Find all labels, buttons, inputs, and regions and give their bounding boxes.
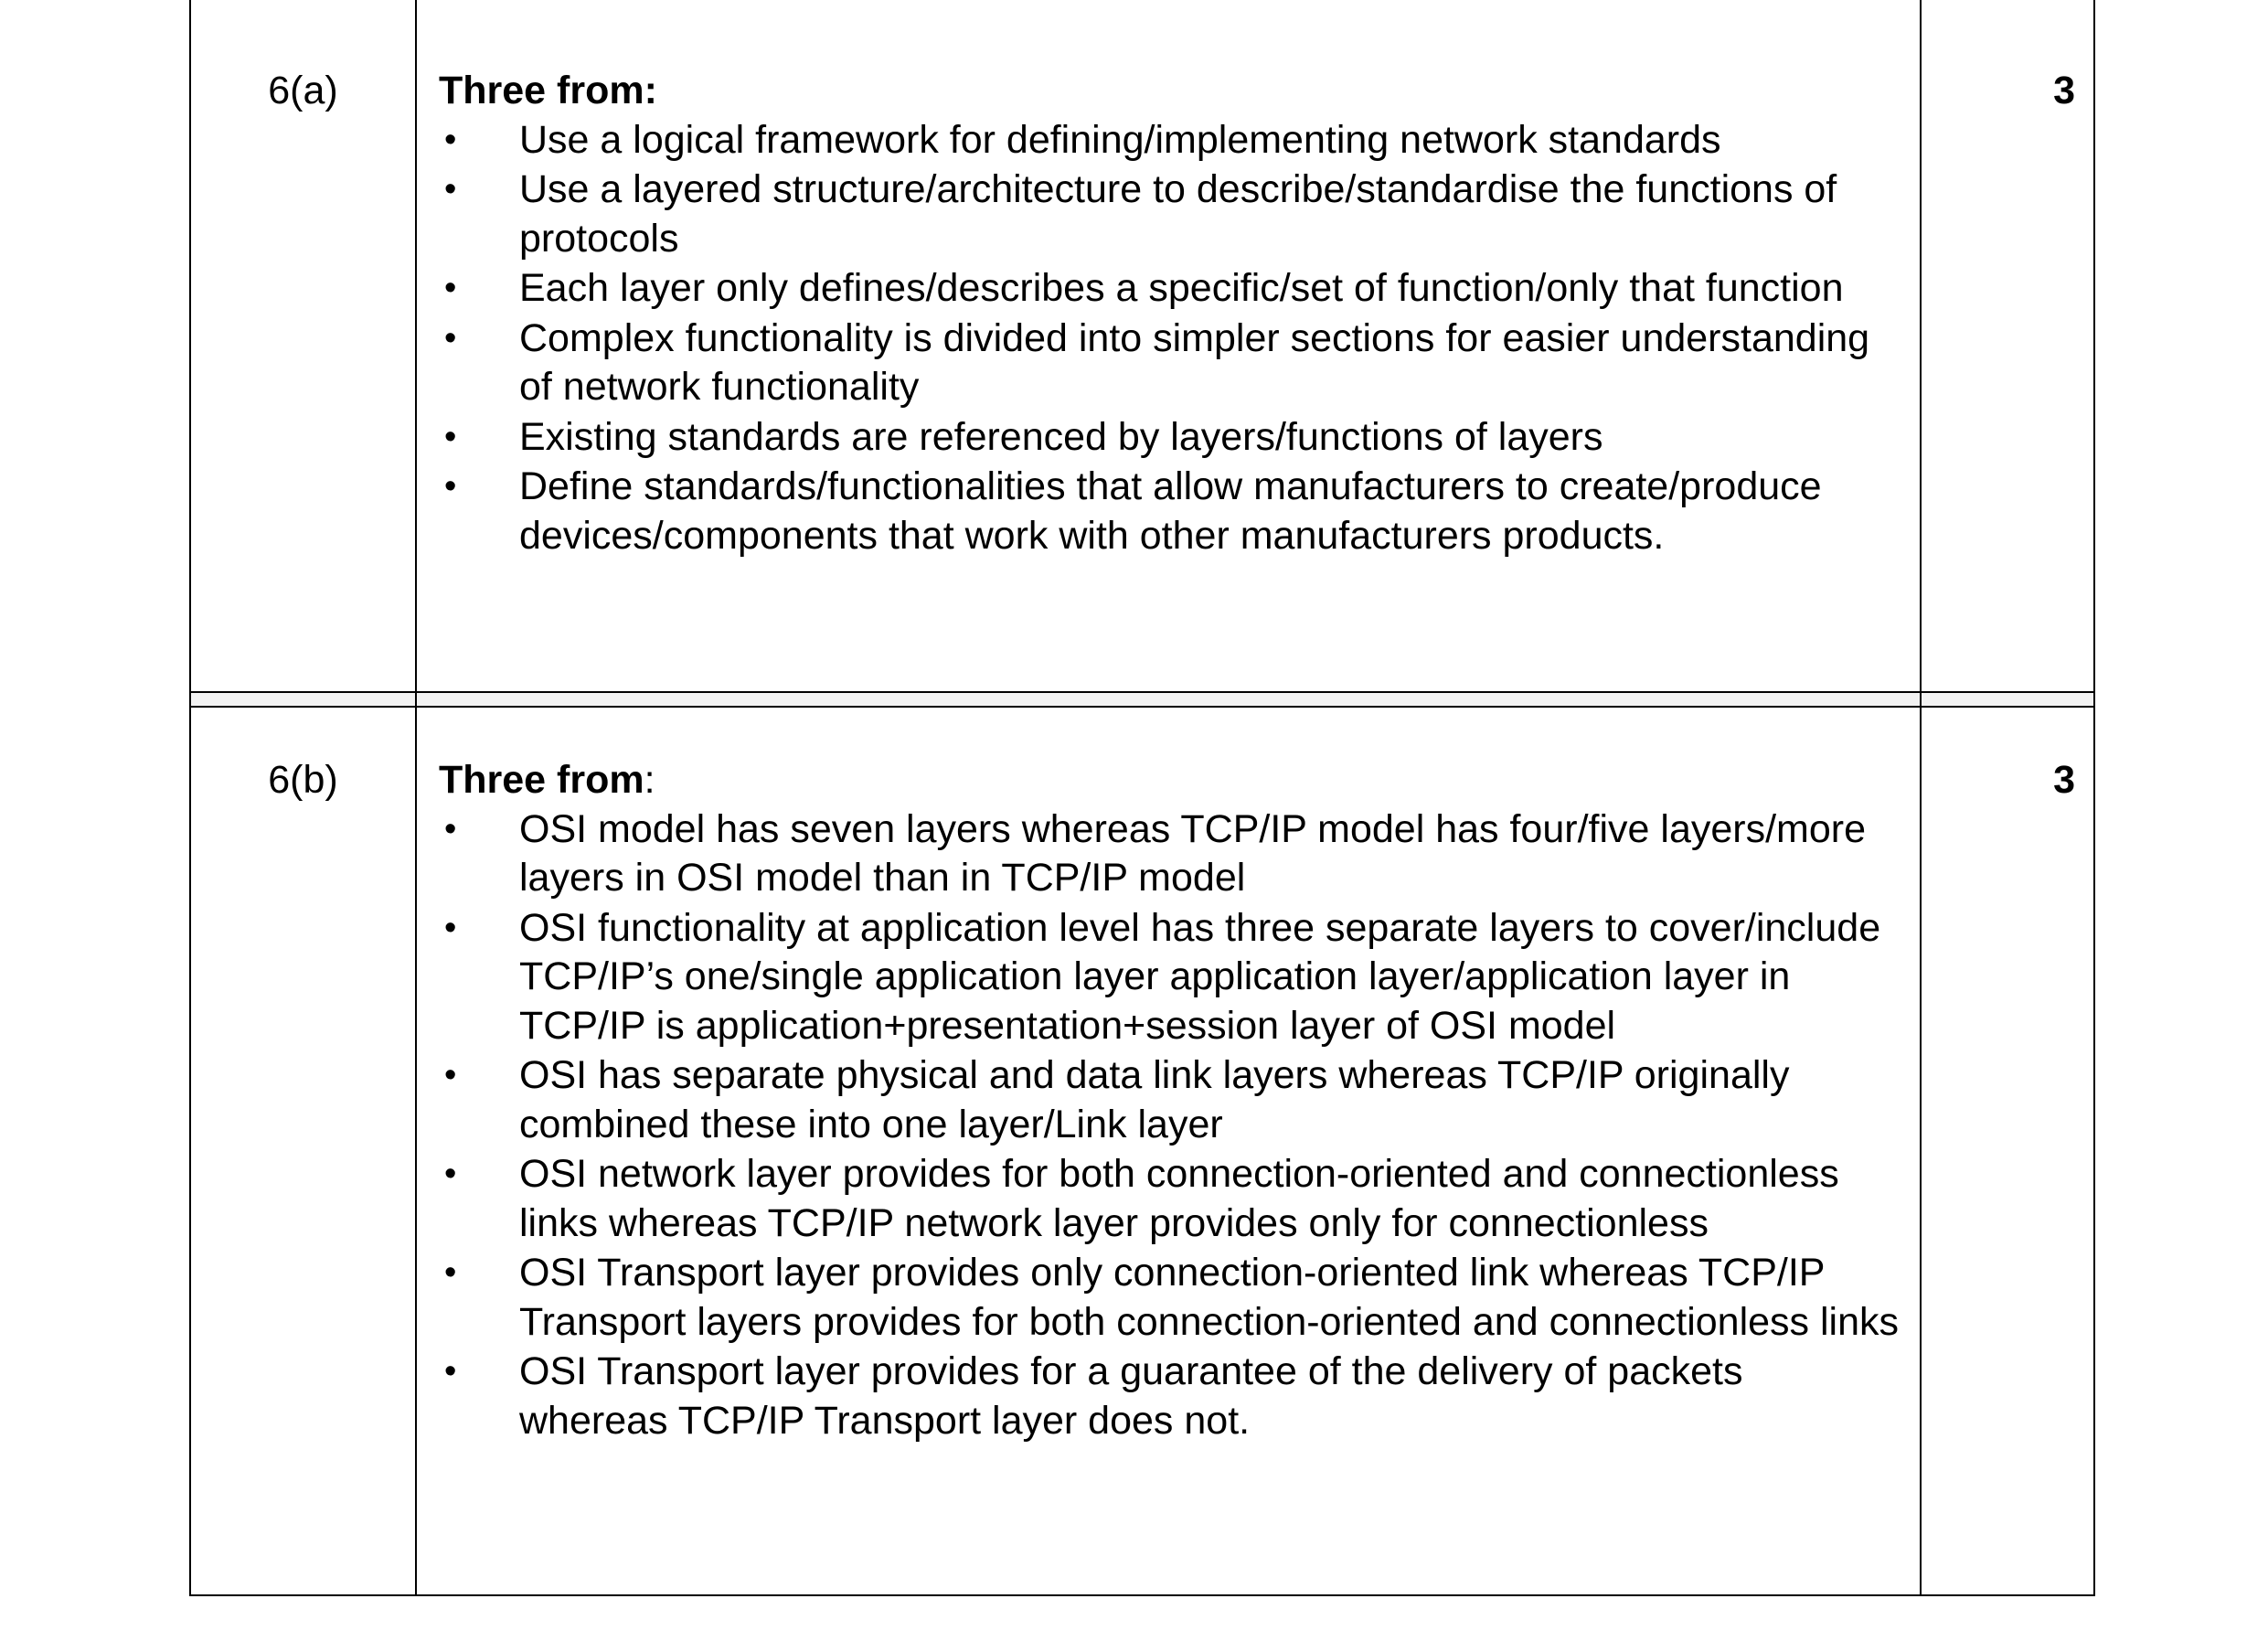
row-separator [189,693,2095,708]
answer-point [439,413,1901,463]
answer-point [439,165,1901,263]
answer-point [439,463,1901,560]
bullet-icon: • [444,417,457,456]
answer-point-text: OSI has separate physical and data link layers whereas TCP/IP originally combined these into one layer/Link layer [519,1053,1790,1146]
answer-point [439,314,1901,412]
answer-point-text: Define standards/functionalities that allow manufacturers to create/produce devices/components that work with other manufacturers products. [519,464,1822,558]
answer-point [439,264,1901,314]
answer-point [439,904,1901,1051]
bullet-icon: • [444,120,457,159]
separator-cell [1922,693,2093,706]
question-number: 6(a) [268,69,338,112]
question-number: 6(b) [268,758,338,802]
marks-value: 3 [2053,758,2075,802]
answer-point [439,805,1901,903]
bullet-icon: • [444,170,457,208]
answer-point [439,1150,1901,1248]
bullet-icon: • [444,1253,457,1292]
separator-cell [191,693,417,706]
question-number-cell [191,708,417,1594]
answer-heading [439,67,1901,116]
answer-cell [417,0,1922,691]
answer-point [439,1249,1901,1347]
bullet-icon: • [444,269,457,307]
answer-point-text: Use a logical framework for defining/implementing network standards [519,117,1721,162]
bullet-icon: • [444,1352,457,1391]
answer-point-text: Complex functionality is divided into simpler sections for easier understanding of network functionality [519,315,1870,409]
answer-point [439,116,1901,165]
answer-point-text: OSI model has seven layers whereas TCP/IP model has four/five layers/more layers in OSI model than in TCP/IP model [519,806,1867,900]
bullet-icon: • [444,1155,457,1193]
mark-scheme-row-6b [189,708,2095,1596]
bullet-icon: • [444,809,457,848]
answer-point-text: OSI functionality at application level has three separate layers to cover/include TCP/IP’s one/single application layer application layer/application layer in TCP/IP is application+presentation+session layer of OSI model [519,905,1881,1048]
answer-point-text: OSI network layer provides for both connection-oriented and connectionless links whereas TCP/IP network layer provides only for connectionless [519,1152,1839,1245]
answer-points-list [439,116,1901,561]
answer-cell [417,708,1922,1594]
answer-points-list [439,805,1901,1446]
bullet-icon: • [444,318,457,357]
marks-cell [1922,708,2093,1594]
marks-cell [1922,0,2093,691]
answer-point-text: OSI Transport layer provides only connection-oriented link whereas TCP/IP Transport layers provides for both connection-oriented and connectionless links [519,1251,1900,1344]
mark-scheme-table [189,0,2095,1596]
answer-point-text: Existing standards are referenced by layers/functions of layers [519,414,1603,459]
answer-point [439,1348,1901,1445]
question-number-cell [191,0,417,691]
answer-point-text: Each layer only defines/describes a specific/set of function/only that function [519,266,1844,310]
answer-point-text: OSI Transport layer provides for a guarantee of the delivery of packets whereas TCP/IP Transport layer does not. [519,1349,1743,1443]
answer-point [439,1051,1901,1149]
separator-cell [417,693,1922,706]
answer-heading-rest: : [644,758,655,802]
mark-scheme-row-6a [189,0,2095,693]
bullet-icon: • [444,1056,457,1094]
answer-heading-bold: Three from [439,758,644,802]
bullet-icon: • [444,908,457,947]
answer-heading-bold: Three from: [439,69,657,112]
bullet-icon: • [444,467,457,506]
answer-heading [439,756,1901,805]
answer-point-text: Use a layered structure/architecture to describe/standardise the functions of protocols [519,167,1837,261]
marks-value: 3 [2053,69,2075,112]
